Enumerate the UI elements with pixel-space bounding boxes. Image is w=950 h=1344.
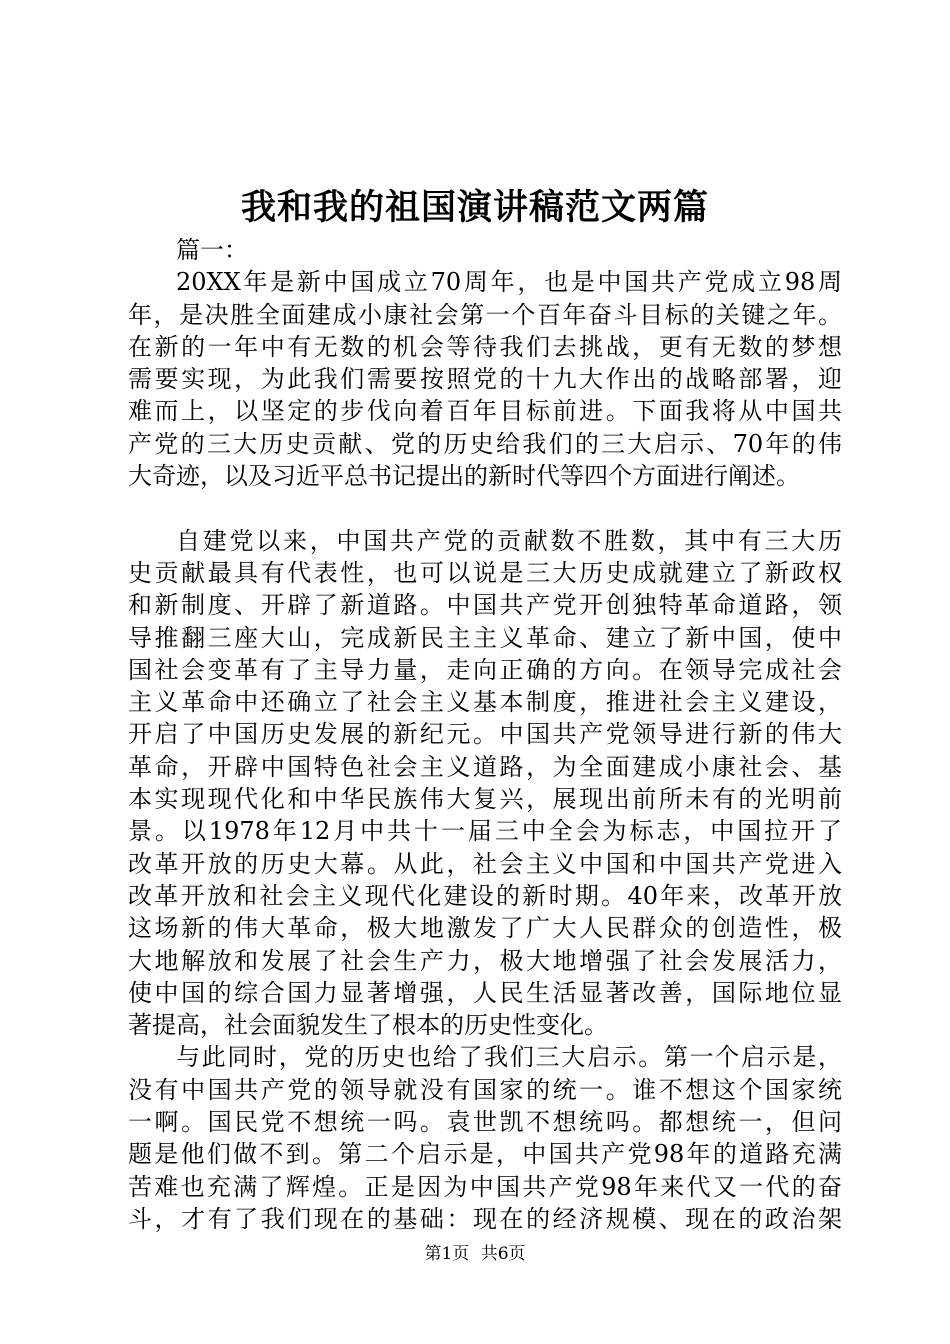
paragraph-line: 需要实现，为此我们需要按照党的十九大作出的战略部署，迎 [128, 365, 842, 394]
paragraph-line: 开启了中国历史发展的新纪元。中国共产党领导进行新的伟大 [128, 720, 842, 749]
paragraph-line: 一啊。国民党不想统一吗。袁世凯不想统吗。都想统一，但问 [128, 1108, 842, 1137]
paragraph-line: 斗，才有了我们现在的基础：现在的经济规模、现在的政治架 [128, 1204, 842, 1233]
paragraph-line: 改革开放的历史大幕。从此，社会主义中国和中国共产党进入 [128, 849, 842, 878]
document-title: 我和我的祖国演讲稿范文两篇 [240, 187, 709, 228]
paragraph-line: 在新的一年中有无数的机会等待我们去挑战，更有无数的梦想 [128, 332, 842, 361]
document-body [128, 234, 842, 1235]
paragraph-line: 革命，开辟中国特色社会主义道路，为全面建成小康社会、基 [128, 752, 842, 781]
paragraph-line: 大奇迹，以及习近平总书记提出的新时代等四个方面进行阐述。 [128, 462, 800, 491]
section-label: 篇一： [176, 236, 248, 264]
paragraph-line: 著提高，社会面貌发生了根本的历史性变化。 [128, 1011, 608, 1040]
paragraph-line: 大地解放和发展了社会生产力，极大地增强了社会发展活力， [128, 946, 842, 975]
paragraph-line: 产党的三大历史贡献、党的历史给我们的三大启示、70年的伟 [128, 429, 842, 458]
paragraph-line: 这场新的伟大革命，极大地激发了广大人民群众的创造性，极 [128, 914, 842, 943]
paragraph-3 [128, 1041, 842, 1235]
paragraph-2 [128, 525, 842, 1042]
paragraph-line: 与此同时，党的历史也给了我们三大启示。第一个启示是， [176, 1043, 842, 1072]
paragraph-line: 和新制度、开辟了新道路。中国共产党开创独特革命道路，领 [128, 591, 842, 620]
paragraph-line: 题是他们做不到。第二个启示是，中国共产党98年的道路充满 [128, 1140, 842, 1169]
page-total: 共6页 [480, 1244, 526, 1264]
paragraph-line: 难而上，以坚定的步伐向着百年目标前进。下面我将从中国共 [128, 397, 842, 426]
paragraph-line: 没有中国共产党的领导就没有国家的统一。谁不想这个国家统 [128, 1075, 842, 1104]
paragraph-line: 苦难也充满了辉煌。正是因为中国共产党98年来代又一代的奋 [128, 1172, 842, 1201]
paragraph-line: 史贡献最具有代表性，也可以说是三大历史成就建立了新政权 [128, 558, 842, 587]
page-footer [0, 1242, 950, 1266]
paragraph-line: 本实现现代化和中华民族伟大复兴，展现出前所未有的光明前 [128, 785, 842, 814]
paragraph-line: 改革开放和社会主义现代化建设的新时期。40年来，改革开放 [128, 881, 842, 910]
paragraph-spacer [128, 492, 842, 524]
paragraph-1 [128, 266, 842, 492]
paragraph-line: 使中国的综合国力显著增强，人民生活显著改善，国际地位显 [128, 978, 842, 1007]
paragraph-line: 景。以1978年12月中共十一届三中全会为标志，中国拉开了 [128, 817, 842, 846]
paragraph-line: 国社会变革有了主导力量，走向正确的方向。在领导完成社会 [128, 655, 842, 684]
paragraph-line: 自建党以来，中国共产党的贡献数不胜数，其中有三大历 [176, 526, 842, 555]
page-number: 第1页 [424, 1244, 470, 1264]
paragraph-line: 主义革命中还确立了社会主义基本制度，推进社会主义建设， [128, 688, 842, 717]
paragraph-line: 导推翻三座大山，完成新民主主义革命、建立了新中国，使中 [128, 623, 842, 652]
paragraph-line: 年，是决胜全面建成小康社会第一个百年奋斗目标的关键之年。 [128, 300, 842, 329]
paragraph-line: 20XX年是新中国成立70周年，也是中国共产党成立98周 [176, 268, 842, 297]
